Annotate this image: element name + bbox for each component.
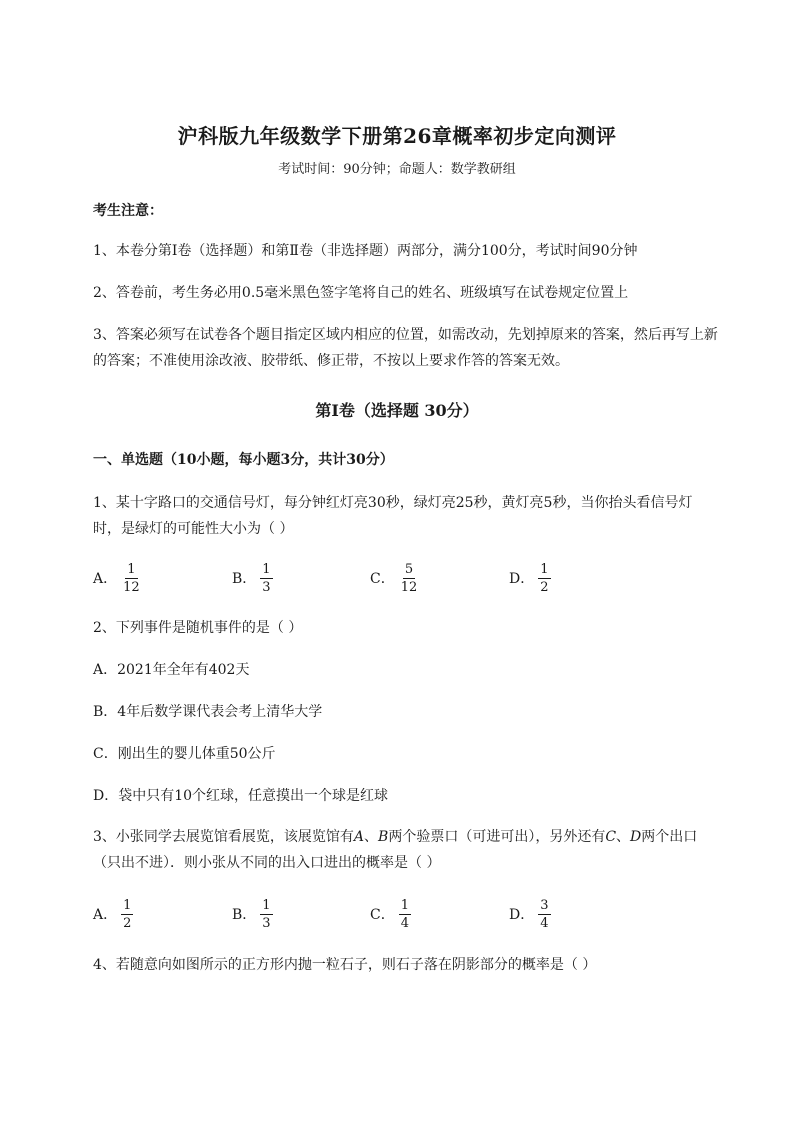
fraction bbox=[121, 898, 133, 931]
numerator: 1 bbox=[262, 561, 271, 577]
option-letter: C． bbox=[370, 907, 395, 923]
fraction bbox=[260, 562, 272, 595]
q1-option-d[interactable] bbox=[509, 558, 551, 598]
q3-text-part-1: 3、小张同学去展览馆看展览，该展览馆有 bbox=[93, 829, 354, 845]
denominator: 3 bbox=[262, 579, 271, 595]
q1-option-c[interactable] bbox=[370, 558, 419, 598]
option-letter: D． bbox=[509, 907, 535, 923]
var-b: B bbox=[378, 829, 389, 845]
option-letter: D． bbox=[509, 571, 535, 587]
numerator: 5 bbox=[404, 561, 414, 577]
q3-stem-line-1 bbox=[93, 824, 753, 850]
denominator: 2 bbox=[123, 915, 132, 931]
q2-option-c[interactable]: C．刚出生的婴儿体重50公斤 bbox=[93, 746, 276, 762]
fraction bbox=[260, 898, 272, 931]
page-subtitle: 考试时间：90分钟；命题人：数学教研组 bbox=[278, 162, 516, 177]
separator: 、 bbox=[616, 829, 631, 845]
q1-stem-line-2: 时，是绿灯的可能性大小为（ ） bbox=[93, 521, 294, 537]
q3-options bbox=[93, 894, 753, 934]
fraction bbox=[538, 898, 550, 931]
numerator: 1 bbox=[400, 897, 409, 913]
notice-item-3-line-1: 3、答案必须写在试卷各个题目指定区域内相应的位置，如需改动，先划掉原来的答案，然后再写上新 bbox=[93, 327, 718, 343]
q2-option-b[interactable]: B．4年后数学课代表会考上清华大学 bbox=[93, 704, 323, 720]
var-a: A bbox=[353, 829, 365, 845]
denominator: 3 bbox=[262, 915, 271, 931]
q3-stem-line-2: （只出不进）．则小张从不同的出入口进出的概率是（ ） bbox=[93, 855, 441, 871]
q3-text-part-3: 两个出口 bbox=[641, 829, 698, 845]
q1-stem-line-1: 1、某十字路口的交通信号灯，每分钟红灯亮30秒，绿灯亮25秒，黄灯亮5秒，当你抬头看信号灯 bbox=[93, 495, 693, 511]
page-title: 沪科版九年级数学下册第26章概率初步定向测评 bbox=[177, 124, 617, 148]
option-letter: B． bbox=[232, 907, 257, 923]
denominator: 2 bbox=[540, 579, 549, 595]
notice-item-3-line-2: 的答案；不准使用涂改液、胶带纸、修正带，不按以上要求作答的答案无效。 bbox=[93, 353, 569, 369]
notice-item-2: 2、答卷前，考生务必用0.5毫米黑色签字笔将自己的姓名、班级填写在试卷规定位置上 bbox=[93, 285, 629, 301]
fraction bbox=[399, 898, 411, 931]
numerator: 1 bbox=[127, 561, 136, 577]
q1-option-b[interactable] bbox=[232, 558, 273, 598]
separator: 、 bbox=[364, 829, 379, 845]
option-letter: A． bbox=[93, 907, 118, 923]
section-title: 第I卷（选择题 30分） bbox=[315, 401, 479, 420]
numerator: 3 bbox=[540, 897, 549, 913]
q4-stem: 4、若随意向如图所示的正方形内抛一粒石子，则石子落在阴影部分的概率是（ ） bbox=[93, 957, 597, 973]
q3-option-a[interactable] bbox=[93, 894, 133, 934]
option-letter: C． bbox=[370, 571, 395, 587]
q3-option-c[interactable] bbox=[370, 894, 411, 934]
fraction bbox=[121, 562, 142, 595]
q2-option-d[interactable]: D．袋中只有10个红球，任意摸出一个球是红球 bbox=[93, 788, 389, 804]
var-d: D bbox=[630, 829, 642, 845]
numerator: 1 bbox=[123, 897, 132, 913]
q3-text-part-2: 两个验票口（可进可出），另外还有 bbox=[388, 829, 606, 845]
fraction bbox=[399, 562, 420, 595]
q1-options bbox=[93, 558, 753, 598]
q3-option-d[interactable] bbox=[509, 894, 551, 934]
notice-item-1: 1、本卷分第I卷（选择题）和第Ⅱ卷（非选择题）两部分，满分100分，考试时间90分钟 bbox=[93, 243, 638, 259]
part-heading: 一、单选题（10小题，每小题3分，共计30分） bbox=[93, 452, 394, 468]
denominator: 4 bbox=[540, 915, 549, 931]
notice-heading: 考生注意： bbox=[93, 203, 163, 219]
denominator: 12 bbox=[400, 579, 418, 595]
option-letter: B． bbox=[232, 571, 257, 587]
option-letter: A． bbox=[93, 571, 118, 587]
numerator: 1 bbox=[262, 897, 271, 913]
q3-option-b[interactable] bbox=[232, 894, 273, 934]
q2-option-a[interactable]: A．2021年全年有402天 bbox=[93, 662, 250, 678]
fraction bbox=[538, 562, 550, 595]
var-c: C bbox=[605, 829, 617, 845]
denominator: 4 bbox=[400, 915, 409, 931]
q2-stem: 2、下列事件是随机事件的是（ ） bbox=[93, 620, 303, 636]
numerator: 1 bbox=[540, 561, 549, 577]
denominator: 12 bbox=[123, 579, 140, 595]
q1-option-a[interactable] bbox=[93, 558, 142, 598]
